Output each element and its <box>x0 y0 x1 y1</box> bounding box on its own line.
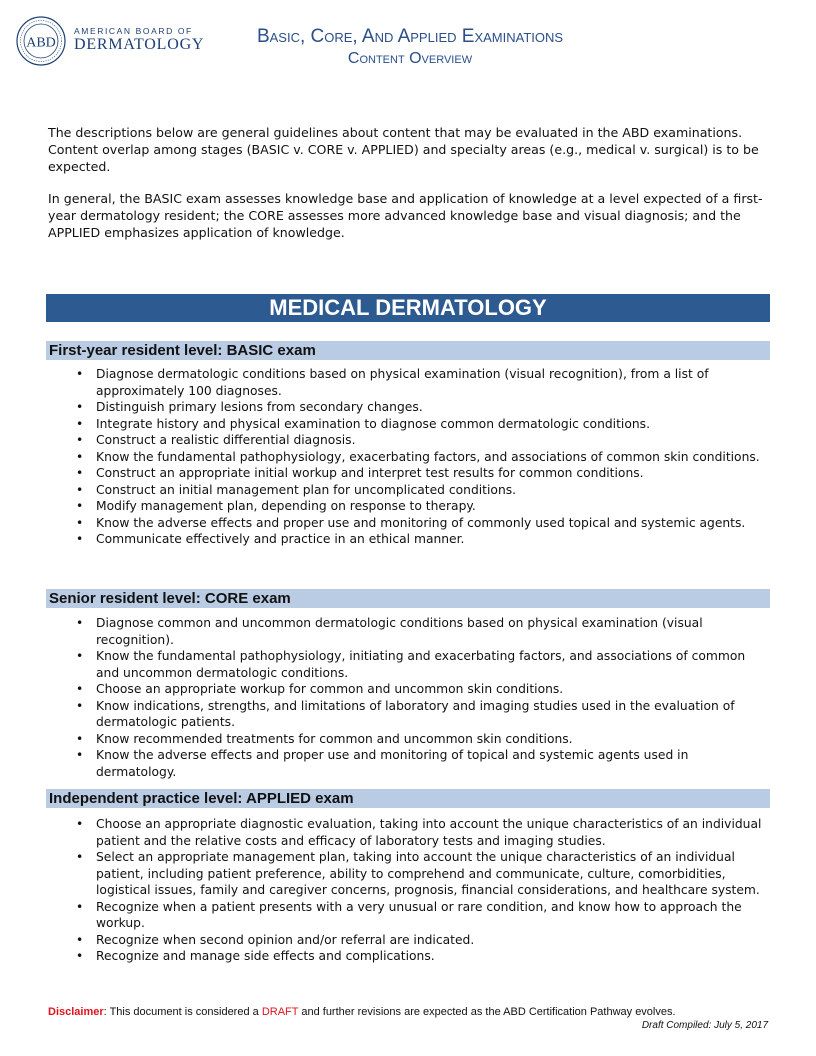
bullet-icon: • <box>76 748 84 762</box>
list-item <box>76 948 762 965</box>
bullet-icon: • <box>76 850 84 864</box>
basic-exam-list <box>76 366 762 548</box>
list-item-text: Select an appropriate management plan, taking into account the unique characteristics of an individual patient, including patient preference, ability to comprehend and communicate, culture, comorbidities, logistical issues, family and caregiver concerns, prognosis, financial considerations, and healthcare system. <box>96 850 760 897</box>
bullet-icon: • <box>76 433 84 447</box>
list-item <box>76 515 762 532</box>
bullet-icon: • <box>76 367 84 381</box>
list-item-text: Know the adverse effects and proper use and monitoring of commonly used topical and systemic agents. <box>96 515 746 530</box>
list-item <box>76 465 762 482</box>
bullet-icon: • <box>76 616 84 630</box>
list-item-text: Construct a realistic differential diagnosis. <box>96 433 356 447</box>
bullet-icon: • <box>76 932 84 947</box>
list-item-text: Construct an appropriate initial workup and interpret test results for common conditions. <box>96 466 644 480</box>
section-banner: MEDICAL DERMATOLOGY <box>46 294 770 322</box>
list-item <box>76 932 762 949</box>
seal-monogram: ABD <box>26 35 56 51</box>
bullet-icon: • <box>76 698 84 713</box>
list-item <box>76 531 762 548</box>
bullet-icon: • <box>76 532 84 546</box>
bullet-icon: • <box>76 899 84 914</box>
abd-seal-logo <box>16 16 66 66</box>
disclaimer <box>48 1006 788 1019</box>
section-heading-text: Senior resident level: CORE exam <box>49 590 291 607</box>
list-item <box>76 432 762 449</box>
list-item-text: Construct an initial management plan for uncomplicated conditions. <box>96 482 517 497</box>
bullet-icon: • <box>76 466 84 480</box>
bullet-icon: • <box>76 949 84 963</box>
page-title: Basic, Core, And Applied Examinations <box>256 26 564 47</box>
list-item <box>76 899 762 932</box>
intro-paragraph: The descriptions below are general guidelines about content that may be evaluated in the ABD examinations. Content overlap among stages (BASIC v. CORE v. APPLIED) and specialty areas (e.g., medical v. surgical) is to be expected. <box>48 125 759 174</box>
list-item <box>76 816 762 849</box>
bullet-icon: • <box>76 515 84 530</box>
list-item-text: Recognize when second opinion and/or referral are indicated. <box>96 932 475 947</box>
list-item <box>76 747 762 780</box>
list-item-text: Know the fundamental pathophysiology, exacerbating factors, and associations of common skin conditions. <box>96 449 760 464</box>
draft-label: DRAFT <box>261 1006 299 1018</box>
wordmark-line2: DERMATOLOGY <box>74 36 205 53</box>
bullet-icon: • <box>76 482 84 497</box>
section-heading-basic <box>46 341 770 360</box>
core-exam-list <box>76 615 762 780</box>
disclaimer-text: and further revisions are expected as the ABD Certification Pathway evolves. <box>298 1006 676 1018</box>
list-item <box>76 498 762 515</box>
list-item <box>76 482 762 499</box>
list-item <box>76 731 762 748</box>
list-item <box>76 698 762 731</box>
list-item-text: Distinguish primary lesions from secondary changes. <box>96 400 423 414</box>
list-item-text: Choose an appropriate diagnostic evaluation, taking into account the unique characteristics of an individual patient and the relative costs and efficacy of laboratory tests and imaging studies. <box>96 817 762 848</box>
list-item-text: Recognize and manage side effects and complications. <box>96 949 435 963</box>
list-item <box>76 416 762 433</box>
list-item-text: Integrate history and physical examination to diagnose common dermatologic conditions. <box>96 416 650 431</box>
bullet-icon: • <box>76 731 84 746</box>
disclaimer-label: Disclaimer <box>48 1006 104 1018</box>
list-item-text: Know indications, strengths, and limitations of laboratory and imaging studies used in the evaluation of dermatologic patients. <box>96 698 735 729</box>
section-heading-text: Independent practice level: APPLIED exam <box>49 790 354 807</box>
list-item-text: Diagnose common and uncommon dermatologic conditions based on physical examination (visual recognition). <box>96 616 703 647</box>
list-item <box>76 399 762 416</box>
list-item-text: Recognize when a patient presents with a very unusual or rare condition, and know how to approach the workup. <box>96 899 742 930</box>
list-item-text: Know the adverse effects and proper use and monitoring of topical and systemic agents used in dermatology. <box>96 748 689 779</box>
bullet-icon: • <box>76 499 84 513</box>
list-item-text: Communicate effectively and practice in an ethical manner. <box>96 532 465 546</box>
list-item-text: Modify management plan, depending on response to therapy. <box>96 499 476 513</box>
bullet-icon: • <box>76 400 84 414</box>
bullet-icon: • <box>76 817 84 831</box>
wordmark-line1: AMERICAN BOARD OF <box>74 26 193 36</box>
list-item <box>76 681 762 698</box>
bullet-icon: • <box>76 416 84 431</box>
list-item <box>76 615 762 648</box>
list-item <box>76 648 762 681</box>
list-item <box>76 449 762 466</box>
section-heading-core <box>46 589 770 608</box>
intro-paragraph: In general, the BASIC exam assesses knowledge base and application of knowledge at a level expected of a first-year dermatology resident; the CORE assesses more advanced knowledge base and visual diagnosis; and the APPLIED emphasizes application of knowledge. <box>48 191 763 240</box>
disclaimer-text: : This document is considered a <box>103 1006 262 1018</box>
list-item <box>76 849 762 899</box>
list-item-text: Diagnose dermatologic conditions based on physical examination (visual recognition), from a list of approximately 100 diagnoses. <box>96 367 709 398</box>
bullet-icon: • <box>76 449 84 464</box>
bullet-icon: • <box>76 682 84 696</box>
list-item-text: Know recommended treatments for common and uncommon skin conditions. <box>96 731 573 746</box>
section-heading-text: First-year resident level: BASIC exam <box>49 342 316 359</box>
list-item-text: Choose an appropriate workup for common and uncommon skin conditions. <box>96 682 564 696</box>
applied-exam-list <box>76 816 762 965</box>
list-item-text: Know the fundamental pathophysiology, initiating and exacerbating factors, and associations of common and uncommon dermatologic conditions. <box>96 649 746 680</box>
list-item <box>76 366 762 399</box>
section-heading-applied <box>46 789 770 808</box>
compiled-date: Draft Compiled: July 5, 2017 <box>641 1020 768 1031</box>
bullet-icon: • <box>76 649 84 663</box>
page-subtitle: Content Overview <box>347 50 473 67</box>
